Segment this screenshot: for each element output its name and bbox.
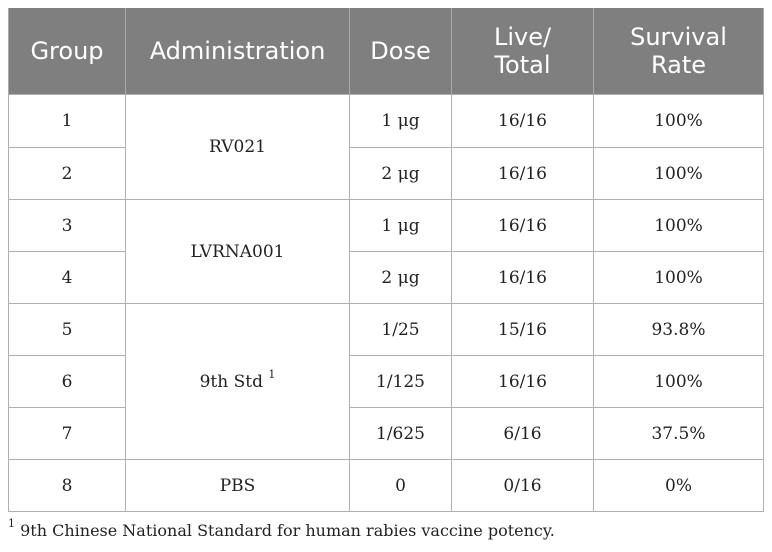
cell-administration: RV021: [126, 95, 350, 200]
header-survival-rate: [594, 8, 764, 95]
header-live-total-line2: Total: [494, 51, 551, 79]
cell-live-total: 16/16: [452, 95, 594, 148]
cell-survival-rate: 100%: [594, 95, 764, 148]
cell-dose: 1/625: [350, 408, 452, 460]
cell-survival-rate: 0%: [594, 460, 764, 512]
cell-survival-rate: 100%: [594, 356, 764, 408]
results-table-container: [8, 8, 763, 512]
cell-group: 8: [9, 460, 126, 512]
administration-text: 9th Std: [199, 371, 263, 392]
cell-administration: LVRNA001: [126, 200, 350, 304]
cell-group: 5: [9, 304, 126, 356]
header-administration: Administration: [126, 8, 350, 95]
cell-dose: 2 μg: [350, 252, 452, 304]
cell-live-total: 16/16: [452, 252, 594, 304]
cell-group: 3: [9, 200, 126, 252]
table-row: [9, 252, 764, 304]
table-footnote: [8, 517, 555, 540]
cell-group: 6: [9, 356, 126, 408]
cell-group: 2: [9, 148, 126, 200]
header-live-total-line1: Live/: [493, 23, 552, 51]
cell-survival-rate: 93.8%: [594, 304, 764, 356]
cell-dose: 1/125: [350, 356, 452, 408]
cell-live-total: 16/16: [452, 200, 594, 252]
table-row: [9, 460, 764, 512]
table-row: [9, 304, 764, 356]
footnote-text: 9th Chinese National Standard for human rabies vaccine potency.: [20, 521, 555, 540]
header-live-total: [452, 8, 594, 95]
header-survival-line2: Rate: [650, 51, 707, 79]
cell-live-total: 16/16: [452, 148, 594, 200]
table-header-row: [9, 8, 764, 95]
cell-dose: 1/25: [350, 304, 452, 356]
cell-live-total: 16/16: [452, 356, 594, 408]
cell-survival-rate: 100%: [594, 148, 764, 200]
cell-dose: 2 μg: [350, 148, 452, 200]
table-row: [9, 200, 764, 252]
table-row: [9, 95, 764, 148]
cell-group: 7: [9, 408, 126, 460]
table-row: [9, 408, 764, 460]
cell-dose: 1 μg: [350, 200, 452, 252]
header-group: Group: [9, 8, 126, 95]
cell-group: 4: [9, 252, 126, 304]
cell-dose: 1 μg: [350, 95, 452, 148]
cell-survival-rate: 37.5%: [594, 408, 764, 460]
cell-live-total: 15/16: [452, 304, 594, 356]
cell-live-total: 0/16: [452, 460, 594, 512]
footnote-marker: 1: [8, 517, 15, 530]
cell-survival-rate: 100%: [594, 252, 764, 304]
table-row: [9, 356, 764, 408]
cell-dose: 0: [350, 460, 452, 512]
cell-live-total: 6/16: [452, 408, 594, 460]
cell-administration: PBS: [126, 460, 350, 512]
cell-survival-rate: 100%: [594, 200, 764, 252]
cell-group: 1: [9, 95, 126, 148]
footnote-marker: 1: [268, 367, 276, 381]
header-dose: Dose: [350, 8, 452, 95]
cell-administration: [126, 304, 350, 460]
survival-results-table: [8, 8, 764, 512]
table-row: [9, 148, 764, 200]
header-survival-line1: Survival: [630, 23, 727, 51]
